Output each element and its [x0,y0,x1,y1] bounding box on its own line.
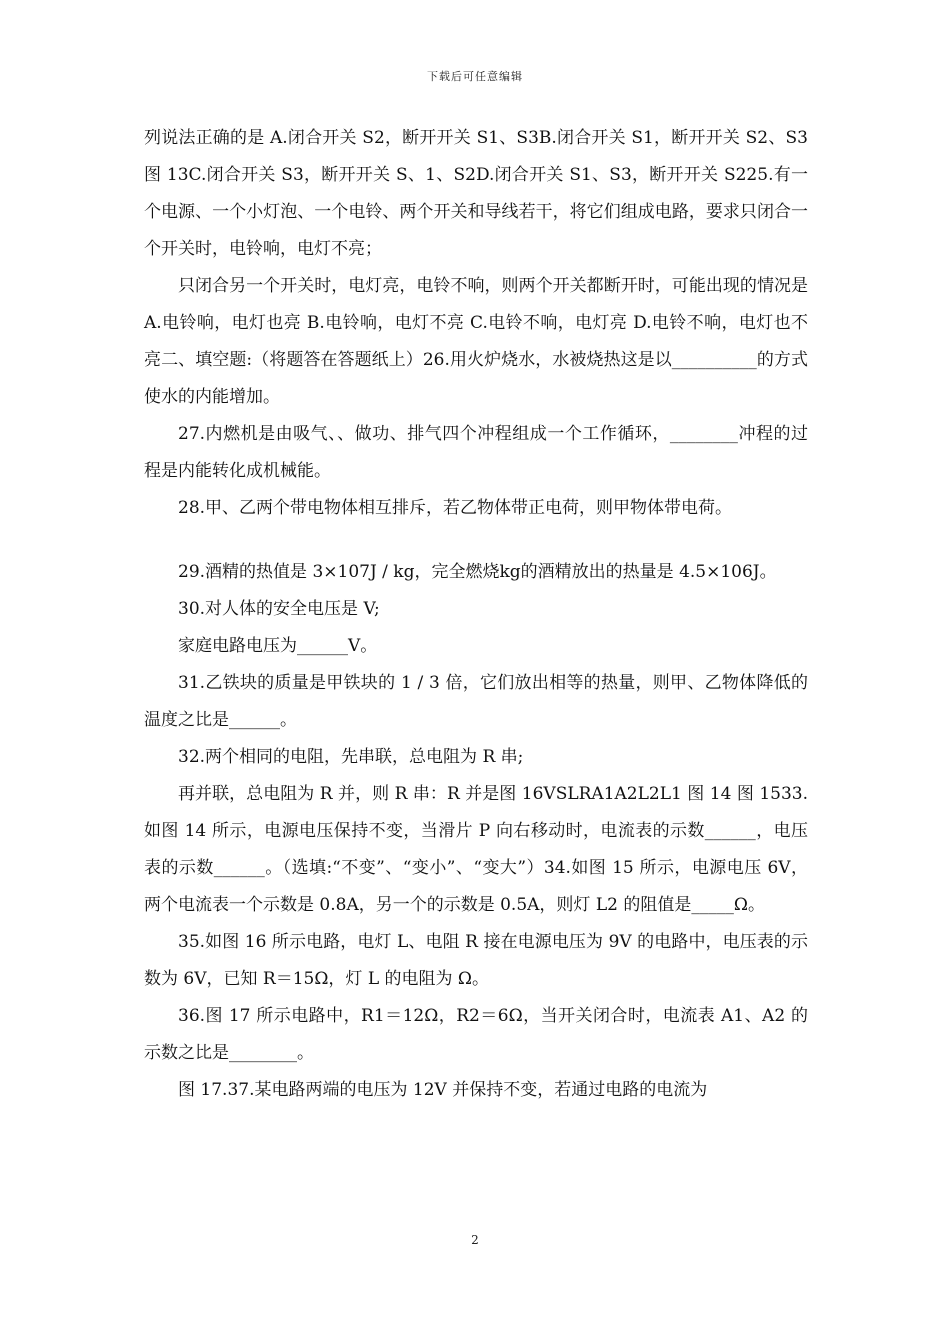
paragraph-32: 32.两个相同的电阻，先串联，总电阻为 R 串; [178,747,524,767]
page-number: 2 [471,1233,479,1247]
paragraph-27: 27.内燃机是由吸气、、做功、排气四个冲程组成一个工作循环，________冲程的过程是内能转化成机械能。 [144,424,808,481]
paragraph-35: 35.如图 16 所示电路，电灯 L、电阻 R 接在电源电压为 9V 的电路中，电压表的示数为 6V，已知 R＝15Ω，灯 L 的电阻为 Ω。 [144,932,808,989]
paragraph-31: 31.乙铁块的质量是甲铁块的 1 / 3 倍，它们放出相等的热量，则甲、乙物体降低的温度之比是______。 [144,673,808,730]
paragraph-36: 36.图 17 所示电路中，R1＝12Ω，R2＝6Ω，当开关闭合时，电流表 A1、A2 的示数之比是________。 [144,1006,808,1063]
paragraph-24-25: 列说法正确的是 A.闭合开关 S2，断开开关 S1、S3B.闭合开关 S1，断开开关 S2、S3 图 13C.闭合开关 S3，断开开关 S、1、S2D.闭合开关 S1、S3，断开开关 S225.有一个电源、一个小灯泡、一个电铃、两个开关和导线若干，将它们组成电路，要求只闭合一个开关时，电铃响，电灯不亮； [144,128,808,259]
paragraph-32-34: 再并联，总电阻为 R 并，则 R 串：R 并是图 16VSLRA1A2L2L1 图 14 图 1533.如图 14 所示，电源电压保持不变，当滑片 P 向右移动时，电流表的示数______，电压表的示数______。（选填:“不变”、“变小”、“变大”）34.如图 15 所示，电源电压 6V，两个电流表一个示数是 0.8A，另一个的示数是 0.5A，则灯 L2 的阻值是_____Ω。 [144,784,808,915]
paragraph-37: 图 17.37.某电路两端的电压为 12V 并保持不变，若通过电路的电流为 [178,1080,708,1100]
blank-gap [144,527,808,554]
paragraph-30-cont: 家庭电路电压为______V。 [178,636,378,656]
paragraph-29: 29.酒精的热值是 3×107J / kg，完全燃烧kg的酒精放出的热量是 4.5×106J。 [178,562,777,582]
paragraph-30: 30.对人体的安全电压是 V; [178,599,380,619]
paragraph-28: 28.甲、乙两个带电物体相互排斥，若乙物体带正电荷，则甲物体带电荷。 [178,498,733,518]
page-header: 下载后可任意编辑 [427,70,523,83]
paragraph-25-26: 只闭合另一个开关时，电灯亮，电铃不响，则两个开关都断开时，可能出现的情况是 A.电铃响，电灯也亮 B.电铃响，电灯不亮 C.电铃不响，电灯亮 D.电铃不响，电灯也不亮二、填空题:（将题答在答题纸上）26.用火炉烧水，水被烧热这是以__________的方式使水的内能增加。 [144,276,808,407]
document-body [144,120,808,1109]
